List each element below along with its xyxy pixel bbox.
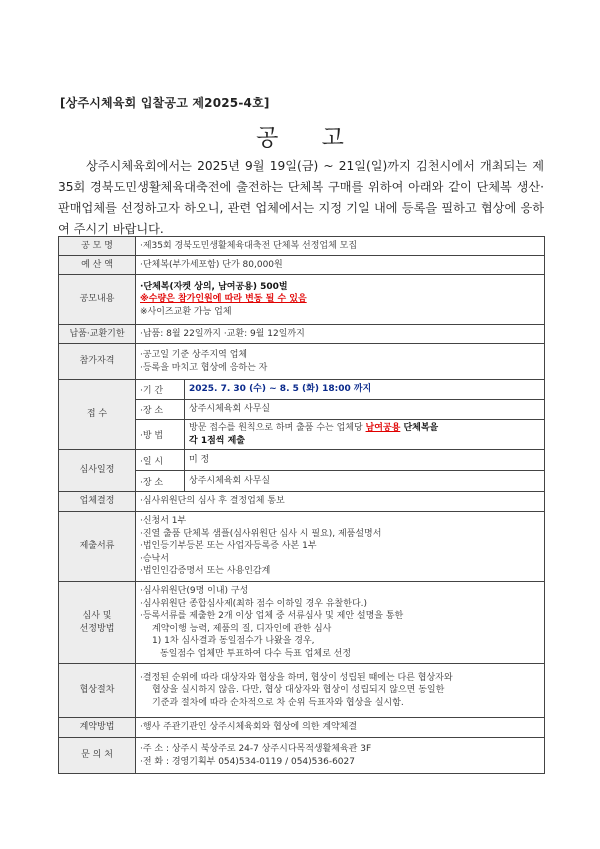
value-delivery: ·납품: 8월 22일까지 ·교환: 9월 12일까지 [136,325,545,344]
label-documents: 제출서류 [59,512,136,582]
document-item: ·법인등기부등본 또는 사업자등록증 사본 1부 [140,541,317,552]
label-content: 공모내용 [59,275,136,325]
review-method-label-1: 심사 및 [82,610,112,621]
notice-number: [상주시체육회 입찰공고 제2025-4호] [60,96,270,110]
row-content [59,275,545,325]
method-text-3: 각 1점씩 제출 [189,435,245,446]
value-documents [136,512,545,582]
review-date-value: 미 정 [185,450,545,471]
negotiation-line: ·결정된 순위에 따라 대상자와 협상을 하며, 협상이 성립된 때에는 다른 협상자와 [140,672,453,683]
value-negotiation [136,664,545,718]
method-text-1: 방문 접수를 원칙으로 하며 출품 수는 업체당 [189,423,366,433]
reception-method-value [185,420,545,450]
value-qualification [136,344,545,380]
row-decision [59,492,545,512]
document-item: ·승낙서 [140,553,169,564]
content-line-3: ※사이즈교환 가능 업체 [140,306,232,317]
document-item: ·법인인감증명서 또는 사용인감계 [140,566,271,577]
review-method-line: 계약이행 능력, 제품의 질, 디자인에 관한 심사 [152,623,332,634]
notice-table [58,236,545,774]
row-inquiry [59,738,545,774]
label-negotiation: 협상절차 [59,664,136,718]
label-budget: 예 산 액 [59,256,136,275]
negotiation-line: 협상을 실시하지 않음. 다만, 협상 대상자와 협상이 성립되지 않으면 동일한 [152,685,445,696]
label-reception: 접 수 [59,380,136,450]
qualification-line-1: ·공고일 기준 상주지역 업체 [140,350,248,360]
review-method-line: ·심사위원단 종합심사제(최하 점수 이하일 경우 유찰한다.) [140,598,368,609]
qualification-line-2: ·등록을 마치고 협상에 응하는 자 [140,362,268,373]
value-budget: ·단체복(부가세포함) 단가 80,000원 [136,256,545,275]
review-method-label-2: 선정방법 [79,623,115,634]
page-title: 공 고 [256,125,362,151]
content-line-2: ※수량은 참가인원에 따라 변동 될 수 있음 [140,294,307,305]
value-review-method [136,582,545,664]
value-contract: ·행사 주관기관인 상주시체육회와 협상에 의한 계약체결 [136,718,545,738]
row-qualification [59,344,545,380]
label-review-method [59,582,136,664]
value-content [136,275,545,325]
review-place-label: ·장 소 [136,471,185,492]
label-review-date: 심사일정 [59,450,136,492]
method-highlight: 남여공용 [365,423,401,433]
reception-period-label: ·기 간 [136,380,185,400]
document-item: ·신청서 1부 [140,516,187,527]
reception-place-value: 상주시체육회 사무실 [185,400,545,420]
review-place-value: 상주시체육회 사무실 [185,471,545,492]
label-contract: 계약방법 [59,718,136,738]
content-line-1: ·단체복(자켓 상의, 남여공용) 500벌 [140,281,288,292]
review-method-line: ·등록서류를 제출한 2개 이상 업체 중 서류심사 및 제안 설명을 통한 [140,611,404,621]
review-date-label: ·일 시 [136,450,185,471]
reception-method-label: ·방 법 [136,420,185,450]
intro-paragraph [58,156,544,240]
row-contract [59,718,545,738]
row-reception-period [59,380,545,400]
row-review-date [59,450,545,471]
row-documents [59,512,545,582]
label-title: 공 모 명 [59,237,136,256]
review-method-line: ·심사위원단(9명 이내) 구성 [140,586,249,596]
inquiry-phone: ·전 화 : 경영기획부 054)534-0119 / 054)536-6027 [140,756,355,767]
value-inquiry [136,738,545,774]
label-decision: 업체결정 [59,492,136,512]
row-review-method [59,582,545,664]
inquiry-address: ·주 소 : 상주시 북상주로 24-7 상주시다목적생활체육관 3F [140,744,372,754]
label-delivery: 납품·교환기한 [59,325,136,344]
row-delivery [59,325,545,344]
document-item: ·진열 출품 단체복 샘플(심사위원단 심사 시 필요), 제품설명서 [140,528,382,539]
negotiation-line: 기준과 절차에 따라 순차적으로 차 순위 득표자와 협상을 실시함. [152,697,404,708]
intro-text: 상주시체육회에서는 2025년 9월 19일(금) ~ 21일(일)까지 김천시에서 개최되는 제35회 경북도민생활체육대축전에 출전하는 단체복 구매를 위하여 아래와 같이 단체복 생산·판매업체를 선정하고자 하오니, 관련 업체에서는 지정 기일 내에 등록을 필하고 협상에 응하여 주시기 바랍니다. [58,159,544,236]
row-budget [59,256,545,275]
method-text-2: 단체복을 [400,423,439,433]
label-qualification: 참가자격 [59,344,136,380]
review-method-line: 1) 1차 심사결과 동일점수가 나왔을 경우, [152,636,315,646]
row-title [59,237,545,256]
row-negotiation [59,664,545,718]
review-method-line: 동일점수 업체만 투표하여 다수 득표 업체로 선정 [160,648,352,659]
value-decision: ·심사위원단의 심사 후 결정업체 통보 [136,492,545,512]
value-title: ·제35회 경북도민생활체육대축전 단체복 선정업체 모집 [136,237,545,256]
label-inquiry: 문 의 처 [59,738,136,774]
reception-place-label: ·장 소 [136,400,185,420]
reception-period-value: 2025. 7. 30 (수) ~ 8. 5 (화) 18:00 까지 [185,380,545,400]
